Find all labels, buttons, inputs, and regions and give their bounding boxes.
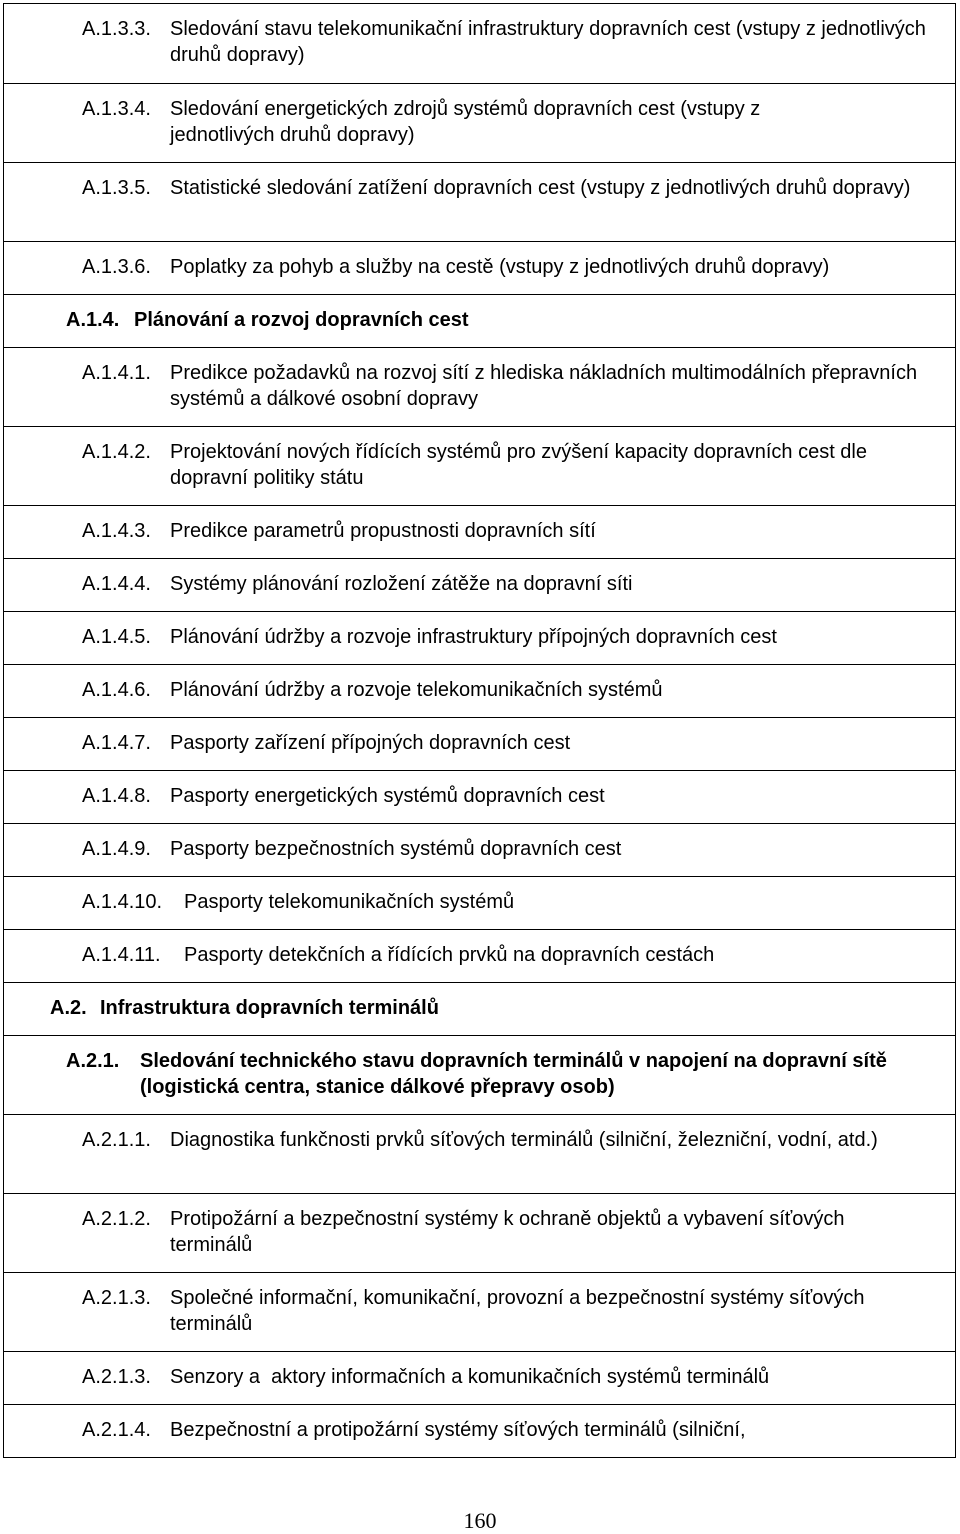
- item-text: Plánování údržby a rozvoje telekomunikačních systémů: [170, 679, 663, 701]
- outline-row-a-1-4-3: [4, 506, 955, 559]
- item-text: Senzory a aktory informačních a komunikačních systémů terminálů: [170, 1366, 770, 1388]
- outline-row-a-1-4-9: [4, 824, 955, 877]
- item-number: A.1.4.5.: [82, 626, 151, 648]
- item-text: Sledování stavu telekomunikační infrastruktury dopravních cest (vstupy z jednotlivých druhů dopravy): [170, 18, 926, 66]
- outline-row-a-1-4-7: [4, 718, 955, 771]
- item-text: Infrastruktura dopravních terminálů: [100, 997, 439, 1019]
- outline-row-a-1-3-4: [4, 84, 955, 163]
- item-number: A.1.4.7.: [82, 732, 151, 754]
- item-text: Pasporty detekčních a řídících prvků na dopravních cestách: [184, 944, 715, 966]
- item-text: Společné informační, komunikační, provozní a bezpečnostní systémy síťových terminálů: [170, 1287, 865, 1335]
- item-number: A.1.3.6.: [82, 256, 151, 278]
- item-number: A.1.4.4.: [82, 573, 151, 595]
- outline-row-a-2: [4, 983, 955, 1036]
- item-text: Bezpečnostní a protipožární systémy síťových terminálů (silniční,: [170, 1419, 746, 1441]
- item-number: A.1.3.3.: [82, 18, 151, 40]
- outline-row-a-1-4-8: [4, 771, 955, 824]
- item-number: A.1.4.2.: [82, 441, 151, 463]
- outline-row-a-1-4: [4, 295, 955, 348]
- item-text: Sledování energetických zdrojů systémů dopravních cest (vstupy z jednotlivých druhů dopravy): [170, 98, 761, 146]
- item-text: Diagnostika funkčnosti prvků síťových terminálů (silniční, železniční, vodní, atd.): [170, 1129, 878, 1151]
- outline-row-a-1-4-2: [4, 427, 955, 506]
- item-text: Poplatky za pohyb a služby na cestě (vstupy z jednotlivých druhů dopravy): [170, 256, 830, 278]
- item-number: A.1.4.3.: [82, 520, 151, 542]
- item-text: Pasporty energetických systémů dopravních cest: [170, 785, 605, 807]
- outline-row-a-1-4-11: [4, 930, 955, 983]
- item-text: Predikce požadavků na rozvoj sítí z hlediska nákladních multimodálních přepravních systémů a dálkové osobní dopravy: [170, 362, 918, 410]
- item-text: Statistické sledování zatížení dopravních cest (vstupy z jednotlivých druhů dopravy): [170, 177, 911, 199]
- outline-row-a-1-4-10: [4, 877, 955, 930]
- outline-row-a-1-4-4: [4, 559, 955, 612]
- page-number: 160: [463, 1508, 497, 1533]
- item-text: Predikce parametrů propustnosti dopravních sítí: [170, 520, 596, 542]
- item-text: Systémy plánování rozložení zátěže na dopravní síti: [170, 573, 633, 595]
- item-number: A.1.4.1.: [82, 362, 151, 384]
- outline-row-a-1-4-5: [4, 612, 955, 665]
- outline-row-a-2-1-4: [4, 1405, 955, 1458]
- outline-row-a-1-4-6: [4, 665, 955, 718]
- outline-row-a-2-1-3: [4, 1273, 955, 1352]
- item-text: Projektování nových řídících systémů pro zvýšení kapacity dopravních cest dle dopravní politiky státu: [170, 441, 867, 489]
- outline-row-a-2-1-2: [4, 1194, 955, 1273]
- item-text: Pasporty zařízení přípojných dopravních cest: [170, 732, 571, 754]
- item-number: A.2.: [50, 997, 87, 1019]
- item-number: A.2.1.3.: [82, 1366, 151, 1388]
- item-number: A.2.1.4.: [82, 1419, 151, 1441]
- outline-row-a-1-3-3: [4, 4, 955, 84]
- item-text: Protipožární a bezpečnostní systémy k ochraně objektů a vybavení síťových terminálů: [170, 1208, 845, 1256]
- outline-row-a-2-1-1: [4, 1115, 955, 1194]
- item-number: A.2.1.1.: [82, 1129, 151, 1151]
- item-number: A.1.4.8.: [82, 785, 151, 807]
- outline-row-a-2-1: [4, 1036, 955, 1115]
- item-number: A.1.3.5.: [82, 177, 151, 199]
- item-text: Pasporty bezpečnostních systémů dopravních cest: [170, 838, 622, 860]
- item-number: A.1.4.6.: [82, 679, 151, 701]
- outline-row-a-1-4-1: [4, 348, 955, 427]
- item-number: A.2.1.: [66, 1050, 120, 1072]
- item-number: A.1.4.: [66, 309, 120, 331]
- item-text: Sledování technického stavu dopravních terminálů v napojení na dopravní sítě (logistická centra, stanice dálkové přepravy osob): [140, 1050, 887, 1098]
- item-text: Plánování údržby a rozvoje infrastruktury přípojných dopravních cest: [170, 626, 777, 648]
- outline-row-a-2-1-3-senzory: [4, 1352, 955, 1405]
- item-text: Pasporty telekomunikačních systémů: [184, 891, 515, 913]
- outline-row-a-1-3-5: [4, 163, 955, 242]
- item-number: A.2.1.2.: [82, 1208, 151, 1230]
- outline-row-a-1-3-6: [4, 242, 955, 295]
- item-number: A.2.1.3.: [82, 1287, 151, 1309]
- item-number: A.1.3.4.: [82, 98, 151, 120]
- item-number: A.1.4.11.: [82, 944, 161, 966]
- item-text: Plánování a rozvoj dopravních cest: [134, 309, 469, 331]
- item-number: A.1.4.10.: [82, 891, 163, 913]
- outline-table: [3, 3, 956, 1458]
- item-number: A.1.4.9.: [82, 838, 151, 860]
